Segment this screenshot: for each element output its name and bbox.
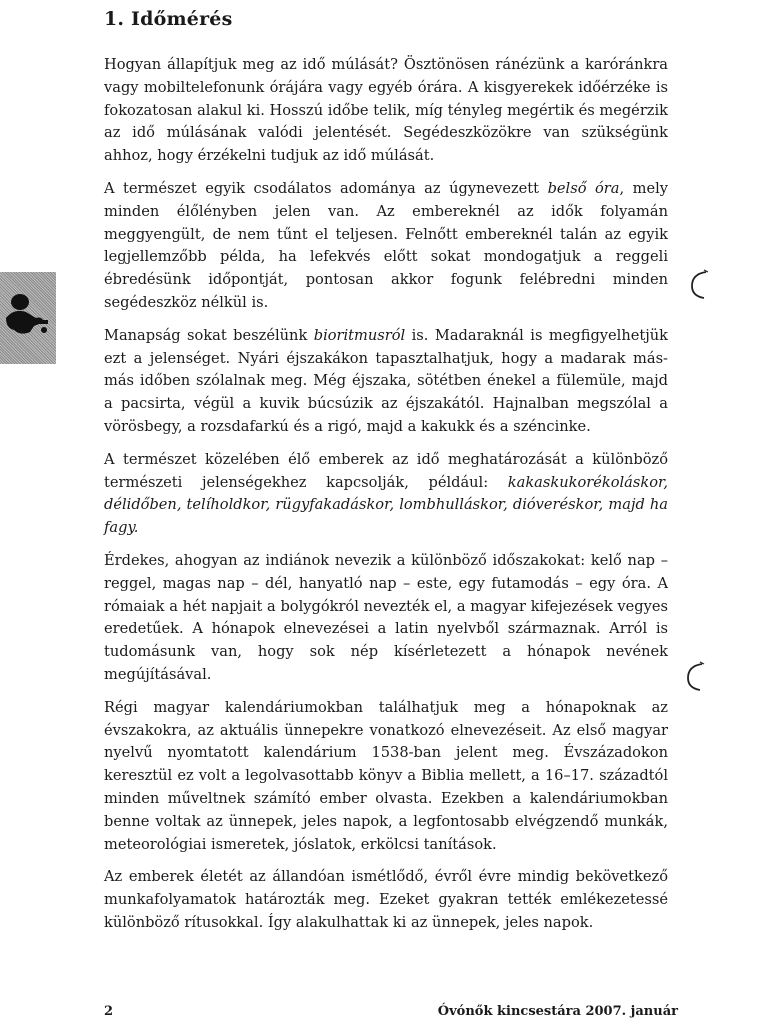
text-run: , mely minden élőlényben jelen van. Az embereknél az idők folyamán meggyengült, de nem tűnt el teljesen. Felnőtt embereknél talán az egyik legjellemzőbb példa, ha lefekvés előtt sokat mondogatjuk a reggeli ébredésünk időpontját, pontosan akkor fogunk felébredni minden segédeszköz nélkül is. (104, 179, 669, 311)
article-body (104, 54, 668, 945)
paragraph (104, 325, 668, 439)
text-run: Manapság sokat beszélünk (104, 326, 314, 344)
italic-term: belső óra (547, 179, 620, 197)
text-run: A természet közelében élő emberek az idő meghatározását a különböző természeti jelenségekhez kapcsolják, például: (104, 450, 668, 491)
text-run: Az emberek életét az állandóan ismétlődő, évről évre mindig bekövetkező munkafolyamatok határozták meg. Ezeket gyakran tették emlékezetessé különböző rítusokkal. Így alakulhattak ki az ünnepek, jeles napok. (104, 868, 668, 931)
text-run: Érdekes, ahogyan az indiánok nevezik a különböző időszakokat: kelő nap – reggel, magas nap – dél, hanyatló nap – este, egy futamodás – egy óra. A rómaiak a hét napjait a bolygókról nevezték el, a magyar kifejezések vegyes eredetűek. A hónapok elnevezései a latin nyelvből származnak. Arról is tudomásunk van, hogy sok nép kísérletezett a hónapok nevének megújításával. (104, 551, 668, 683)
text-run: is. Madaraknál is megfigyelhetjük ezt a jelenséget. Nyári éjszakákon tapasztalhatjuk, hogy a madarak más-más időben szólalnak meg. Még éjszaka, sötétben énekel a fülemüle, majd a pacsirta, végül a kuvik búcsúzik az éjszakától. Hajnalban megszólal a vörösbegy, a rozsdafarkú és a rigó, majd a kakukk és a széncinke. (104, 326, 668, 435)
paragraph (104, 697, 668, 857)
text-run: Régi magyar kalendáriumokban találhatjuk meg a hónapoknak az évszakokra, az aktuális ünnepekre vonatkozó elnevezéseit. Az első magyar nyelvű nyomtatott kalendárium 1538-ban jelent meg. Évszázadokon keresztül ez volt a legolvasottabb könyv a Biblia mellett, a 16–17. századtól minden műveltnek számító ember olvasta. Ezekben a kalendáriumokban benne voltak az ünnepek, jeles napok, a legfontosabb elvégzendő munkák, meteorológiai ismeretek, jóslatok, erkölcsi tanítások. (104, 698, 668, 853)
section-heading: 1. Időmérés (104, 8, 233, 30)
paragraph (104, 866, 668, 934)
paragraph (104, 550, 668, 687)
publication-title: Óvónők kincsestára 2007. január (437, 1004, 678, 1019)
italic-term: bioritmusról (313, 326, 406, 344)
paragraph (104, 54, 668, 168)
paragraph (104, 449, 668, 540)
bracket-icon (684, 660, 706, 694)
page-number: 2 (104, 1004, 114, 1019)
reading-figure-icon (0, 272, 56, 364)
page-footer (0, 1004, 768, 1022)
paragraph (104, 178, 668, 315)
bracket-icon (688, 268, 710, 302)
text-run: Hogyan állapítjuk meg az idő múlását? Ösztönösen ránézünk a karóránkra vagy mobiltelefonunk órájára vagy egyéb órára. A kisgyerekek időérzéke is fokozatosan alakul ki. Hosszú időbe telik, míg tényleg megértik és megérzik az idő múlásának valódi jelentését. Segédeszközökre van szükségünk ahhoz, hogy érzékelni tudjuk az idő múlását. (104, 56, 668, 165)
text-run: A természet egyik csodálatos adománya az úgynevezett (104, 179, 548, 197)
italic-term: kakaskukorékoláskor, délidőben, telíholdkor, rügyfakadáskor, lombhulláskor, dióveréskor, majd ha fagy. (104, 473, 668, 537)
